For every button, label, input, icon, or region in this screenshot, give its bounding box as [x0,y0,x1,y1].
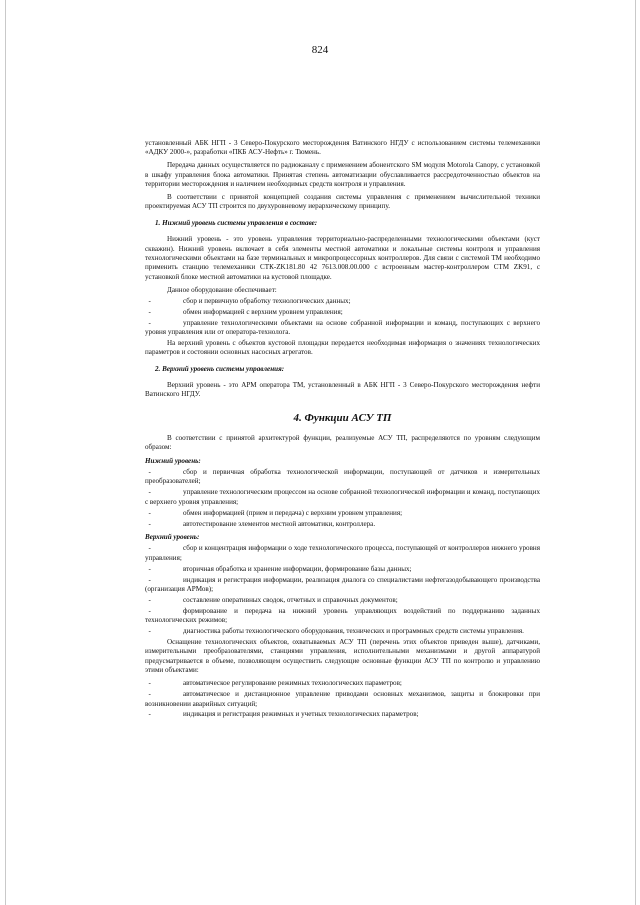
list-item: - вторичная обработка и хранение информации, формирование базы данных; [145,564,412,573]
list-item: - сбор и концентрация информации о ходе технологического процесса, поступающей от контроллеров нижнего уровня управления; [145,544,540,562]
equipment-paragraph: Оснащение технологических объектов, охватываемых АСУ ТП (перечень этих объектов приведен выше), датчиками, измерительными преобразователями, станциями управления, исполнительными механизмами и другой аппаратурой предусматривается в объеме, позволяющем осуществить следующие основные функции АСУ ТП по контролю и управлению этими объектами: [145,638,540,675]
scan-edge-right [635,0,636,905]
upper-transfer-paragraph: На верхний уровень с объектов кустовой площадки передается необходимая информация о значениях технологических параметров и состоянии основных насосных агрегатов. [145,338,540,357]
heading-upper-level: 2. Верхний уровень системы управления: [155,364,285,373]
upper-level-paragraph: Верхний уровень - это АРМ оператора ТМ, установленный в АБК НГП - 3 Северо-Покурского месторождения нефти Ватинского НГДУ. [145,381,540,399]
list-item: - составление оперативных сводок, отчетных и справочных документов; [145,595,398,604]
list-item: - индикация и регистрация информации, реализация диалога со специалистами нефтегазодобывающего производства (организация АРМов); [145,575,540,594]
list-item: - сбор и первичную обработку технологических данных; [145,296,351,305]
list-item: - управление технологическими объектами на основе собранной информации и команд, поступающих с верхнего уровня управления или от оператора-технолога. [145,318,540,336]
list-item: - автоматическое регулирование режимных технологических параметров; [145,679,402,688]
list-item: - обмен информацией с верхним уровнем управления; [145,307,343,316]
list-item: - диагностика работы технологического оборудования, технических и программных средств системы управления. [145,627,524,636]
document-body [145,139,540,721]
intro-paragraph-1: установленный АБК НГП - 3 Северо-Покурского месторождения Ватинского НГДУ с использованием системы телемеханики «АДКУ 2000-», разработки «ПКБ АСУ-Нефть» г. Тюмень. [145,139,540,157]
lower-level-label: Нижний уровень: [145,456,201,465]
intro-paragraph-2: Передача данных осуществляется по радиоканалу с применением абонентского SM модуля Motorola Canopy, с установкой в шкафу управления блока автоматики. Принятая степень автоматизации обуславливается рассредоточенностью объектов на территории месторождения и наличием необходимых средств контроля и управления. [145,161,540,189]
list-item: - сбор и первичная обработка технологической информации, поступающей от датчиков и измерительных преобразователей; [145,468,540,486]
page-number: 824 [311,44,329,56]
scan-edge-left [5,0,6,905]
list-item: - автоматическое и дистанционное управление приводами основных механизмов, защиты и блокировки при возникновении аварийных ситуаций; [145,690,540,708]
list-item: - автотестирование элементов местной автоматики, контроллера. [145,519,376,528]
heading-lower-level: 1. Нижний уровень системы управления в составе: [155,218,318,227]
list-item: - управление технологическим процессом на основе собранной технологической информации и команд, поступающих с верхнего уровня управления; [145,488,540,506]
equipment-intro: Данное оборудование обеспечивает: [167,285,277,294]
section-title: 4. Функции АСУ ТП [293,411,392,424]
lower-level-paragraph: Нижний уровень - это уровень управления территориально-распределенными технологическими объектами (куст скважин). Нижний уровень включает в себя элементы местной автоматики и локальные системы контроля и управления технологическими объектами на базе терминальных и микропроцессорных контроллеров. Для связи с системой ТМ необходимо применить станцию телемеханики СТК-ZK181.80 42 7613.008.00.000 с встроенным мастер-контроллером СТМ ZK91, с установкой блоке местной автоматики на кустовой площадке. [145,235,540,281]
intro-paragraph-3: В соответствии с принятой концепцией создания системы управления с применением вычислительной техники проектируемая АСУ ТП строится по двухуровневому иерархическому принципу. [145,193,540,211]
list-item: - формирование и передача на нижний уровень управляющих воздействий по поддержанию заданных технологических режимов; [145,606,540,625]
functions-intro: В соответствии с принятой архитектурой функции, реализуемые АСУ ТП, распределяются по уровням следующим образом: [145,433,540,452]
upper-level-label: Верхний уровень: [145,533,200,541]
list-item: - обмен информацией (прием и передача) с верхним уровнем управления; [145,508,403,517]
list-item: - индикация и регистрация режимных и учетных технологических параметров; [145,710,419,719]
